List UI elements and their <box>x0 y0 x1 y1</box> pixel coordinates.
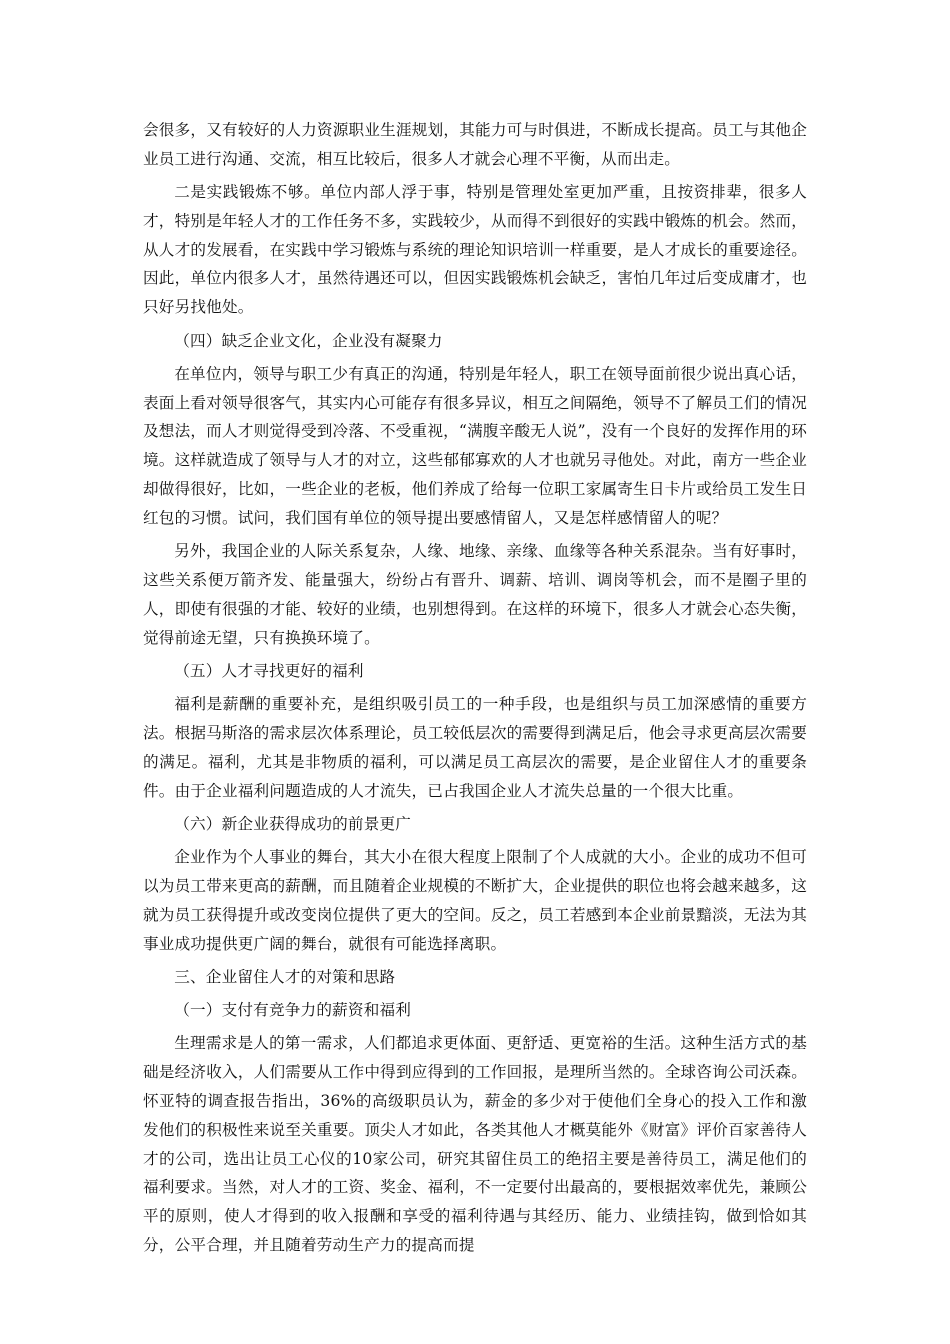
heading-competitive-pay: （一）支付有竞争力的薪资和福利 <box>174 1001 412 1020</box>
heading-lack-of-culture: （四）缺乏企业文化，企业没有凝聚力 <box>174 331 443 350</box>
paragraph-physiological-needs: 生理需求是人的第一需求，人们都追求更体面、更舒适、更宽裕的生活。这种生活方式的基础是经济收入，人们需要从工作中得到应得到的工作回报，是理所当然的。全球咨询公司沃森。怀亚特的调查报告指出，36%的高级职员认为，薪金的多少对于使他们全身心的投入工作和激发他们的积极性来说至关重要。顶尖人才如此，各类其他人才概莫能外《财富》评价百家善待人才的公司，选出让员工心仪的10家公司，研究其留住员工的绝招主要是善待员工，满足他们的福利要求。当然，对人才的工资、奖金、福利，不一定要付出最高的，要根据效率优先，兼顾公平的原则，使人才得到的收入报酬和享受的福利待遇与其经历、能力、业绩挂钩，做到恰如其分，公平合理，并且随着劳动生产力的提高而提 <box>143 1034 807 1254</box>
paragraph-company-stage: 企业作为个人事业的舞台，其大小在很大程度上限制了个人成就的大小。企业的成功不但可以为员工带来更高的薪酬，而且随着企业规模的不断扩大，企业提供的职位也将会越来越多，这就为员工获得提升或改变岗位提供了更大的空间。反之，员工若感到本企业前景黯淡，无法为其事业成功提供更广阔的舞台，就很有可能选择离职。 <box>143 848 807 953</box>
paragraph-relationships: 另外，我国企业的人际关系复杂，人缘、地缘、亲缘、血缘等各种关系混杂。当有好事时，这些关系便万箭齐发、能量强大，纷纷占有晋升、调薪、培训、调岗等机会，而不是圈子里的人，即使有很强的才能、较好的业绩，也别想得到。在这样的环境下，很多人才就会心态失衡，觉得前途无望，只有换换环境了。 <box>143 542 807 647</box>
heading-new-company-prospects: （六）新企业获得成功的前景更广 <box>174 814 412 833</box>
paragraph-continuation: 会很多，又有较好的人力资源职业生涯规划，其能力可与时俱进，不断成长提高。员工与其他企业员工进行沟通、交流，相互比较后，很多人才就会心理不平衡，从而出走。 <box>143 121 807 168</box>
paragraph-practice-training: 二是实践锻炼不够。单位内部人浮于事，特别是管理处室更加严重，且按资排辈，很多人才，特别是年轻人才的工作任务不多，实践较少，从而得不到很好的实践中锻炼的机会。然而，从人才的发展看，在实践中学习锻炼与系统的理论知识培训一样重要，是人才成长的重要途径。因此，单位内很多人才，虽然待遇还可以，但因实践锻炼机会缺乏，害怕几年过后变成庸才，也只好另找他处。 <box>143 183 807 317</box>
paragraph-communication: 在单位内，领导与职工少有真正的沟通，特别是年轻人，职工在领导面前很少说出真心话，表面上看对领导很客气，其实内心可能存有很多异议，相互之间隔绝，领导不了解员工们的情况及想法，而人才则觉得受到冷落、不受重视，“满腹辛酸无人说”，没有一个良好的发挥作用的环境。这样就造成了领导与人才的对立，这些郁郁寡欢的人才也就另寻他处。对此，南方一些企业却做得很好，比如，一些企业的老板，他们养成了给每一位职工家属寄生日卡片或给员工发生日红包的习惯。试问，我们国有单位的领导提出要感情留人，又是怎样感情留人的呢？ <box>143 364 807 527</box>
section-heading-retention-strategies: 三、企业留住人才的对策和思路 <box>174 967 396 986</box>
document-body <box>143 116 807 1264</box>
heading-better-welfare: （五）人才寻找更好的福利 <box>174 661 364 680</box>
paragraph-welfare: 福利是薪酬的重要补充，是组织吸引员工的一种手段，也是组织与员工加深感情的重要方法。根据马斯洛的需求层次体系理论，员工较低层次的需要得到满足后，他会寻求更高层次需要的满足。福利，尤其是非物质的福利，可以满足员工高层次的需要，是企业留住人才的重要条件。由于企业福利问题造成的人才流失，已占我国企业人才流失总量的一个很大比重。 <box>143 695 807 800</box>
